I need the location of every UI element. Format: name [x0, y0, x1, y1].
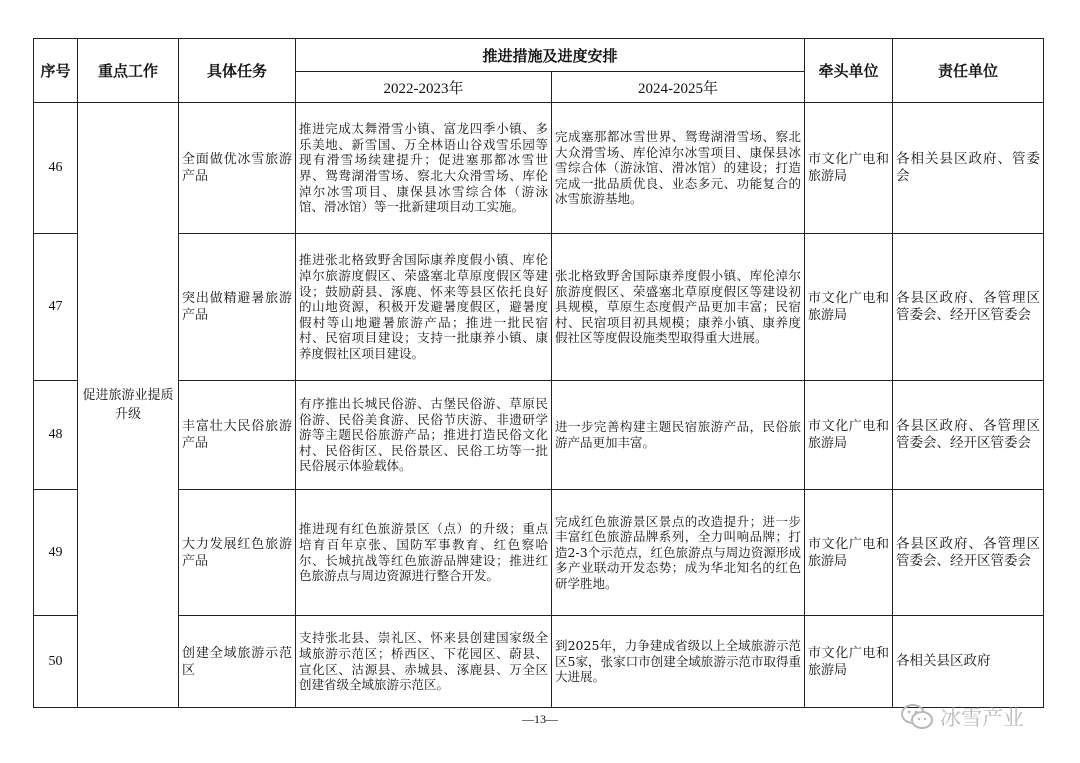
task-cell: 大力发展红色旅游产品	[179, 490, 296, 616]
row-number: 46	[34, 103, 78, 234]
header-year-2024: 2024-2025年	[552, 72, 805, 103]
responsible-unit-cell: 各县区政府、各管理区管委会、经开区管委会	[893, 490, 1044, 616]
responsible-unit-cell: 各相关县区政府、管委会	[893, 103, 1044, 234]
lead-unit-cell: 市文化广电和旅游局	[805, 381, 893, 490]
table-row	[34, 616, 1044, 708]
header-measures: 推进措施及进度安排	[296, 39, 805, 72]
lead-unit-cell: 市文化广电和旅游局	[805, 490, 893, 616]
focus-category: 促进旅游业提质升级	[78, 103, 179, 708]
responsible-unit-cell: 各相关县区政府	[893, 616, 1044, 708]
table-row	[34, 490, 1044, 616]
row-number: 49	[34, 490, 78, 616]
wechat-icon	[900, 703, 934, 731]
header-seq: 序号	[34, 39, 78, 103]
page-number: —13—	[522, 712, 558, 726]
watermark-text: 冰雪产业	[940, 706, 1024, 730]
plan-table	[33, 38, 1044, 708]
row-number: 47	[34, 234, 78, 381]
header-task: 具体任务	[179, 39, 296, 103]
lead-unit-cell: 市文化广电和旅游局	[805, 103, 893, 234]
row-number: 48	[34, 381, 78, 490]
lead-unit-cell: 市文化广电和旅游局	[805, 616, 893, 708]
measures-2024-cell: 张北格致野舍国际康养度假小镇、库伦淖尔旅游度假区、荣盛塞北草原度假区等建设初具规模，草原生态度假产品更加丰富；民宿村、民宿项目初具规模；康养小镇、康养度假社区等度假设施类型取得重大进展。	[552, 234, 805, 381]
measures-2024-cell: 到2025年，力争建成省级以上全域旅游示范区5家，张家口市创建全域旅游示范市取得重大进展。	[552, 616, 805, 708]
measures-2022-cell: 支持张北县、崇礼区、怀来县创建国家级全域旅游示范区；桥西区、下花园区、蔚县、宣化区、沽源县、赤城县、涿鹿县、万全区创建省级全域旅游示范区。	[296, 616, 552, 708]
header-year-2022: 2022-2023年	[296, 72, 552, 103]
watermark	[900, 700, 1060, 734]
header-resp: 责任单位	[893, 39, 1044, 103]
lead-unit-cell: 市文化广电和旅游局	[805, 234, 893, 381]
measures-2022-cell: 推进张北格致野舍国际康养度假小镇、库伦淖尔旅游度假区、荣盛塞北草原度假区等建设；鼓励蔚县、涿鹿、怀来等县区依托良好的山地资源，积极开发避暑度假区，避暑度假村等山地避暑旅游产品；推进一批民宿村、民宿项目建设；支持一批康养小镇、康养度假社区项目建设。	[296, 234, 552, 381]
measures-2022-cell: 有序推出长城民俗游、古堡民俗游、草原民俗游、民俗美食游、民俗节庆游、非遗研学游等主题民俗旅游产品；推进打造民俗文化村、民俗街区、民俗景区、民俗工坊等一批民俗展示体验载体。	[296, 381, 552, 490]
responsible-unit-cell: 各县区政府、各管理区管委会、经开区管委会	[893, 381, 1044, 490]
header-focus: 重点工作	[78, 39, 179, 103]
table-row	[34, 103, 1044, 234]
responsible-unit-cell: 各县区政府、各管理区管委会、经开区管委会	[893, 234, 1044, 381]
measures-2024-cell: 完成塞那都冰雪世界、鸳鸯湖滑雪场、察北大众滑雪场、库伦淖尔冰雪项目、康保县冰雪综合体（游泳馆、滑冰馆）的建设；打造完成一批品质优良、业态多元、功能复合的冰雪旅游基地。	[552, 103, 805, 234]
measures-2024-cell: 完成红色旅游景区景点的改造提升；进一步丰富红色旅游品牌系列，全力叫响品牌；打造2-3个示范点，红色旅游点与周边资源形成多产业联动开发态势；成为华北知名的红色研学胜地。	[552, 490, 805, 616]
header-row	[34, 39, 1044, 72]
measures-2022-cell: 推进现有红色旅游景区（点）的升级；重点培育百年京张、国防军事教育、红色察哈尔、长城抗战等红色旅游品牌建设；推进红色旅游点与周边资源进行整合开发。	[296, 490, 552, 616]
measures-2022-cell: 推进完成太舞滑雪小镇、富龙四季小镇、多乐美地、新雪国、万全林语山谷戏雪乐园等现有滑雪场续建提升；促进塞那都冰雪世界、鸳鸯湖滑雪场、察北大众滑雪场、库伦淖尔冰雪项目、康保县冰雪综合体（游泳馆、滑冰馆）等一批新建项目动工实施。	[296, 103, 552, 234]
task-cell: 创建全域旅游示范区	[179, 616, 296, 708]
row-number: 50	[34, 616, 78, 708]
table-row	[34, 234, 1044, 381]
table-row	[34, 381, 1044, 490]
task-cell: 丰富壮大民俗旅游产品	[179, 381, 296, 490]
measures-2024-cell: 进一步完善构建主题民宿旅游产品，民俗旅游产品更加丰富。	[552, 381, 805, 490]
header-lead: 牵头单位	[805, 39, 893, 103]
task-cell: 全面做优冰雪旅游产品	[179, 103, 296, 234]
task-cell: 突出做精避暑旅游产品	[179, 234, 296, 381]
